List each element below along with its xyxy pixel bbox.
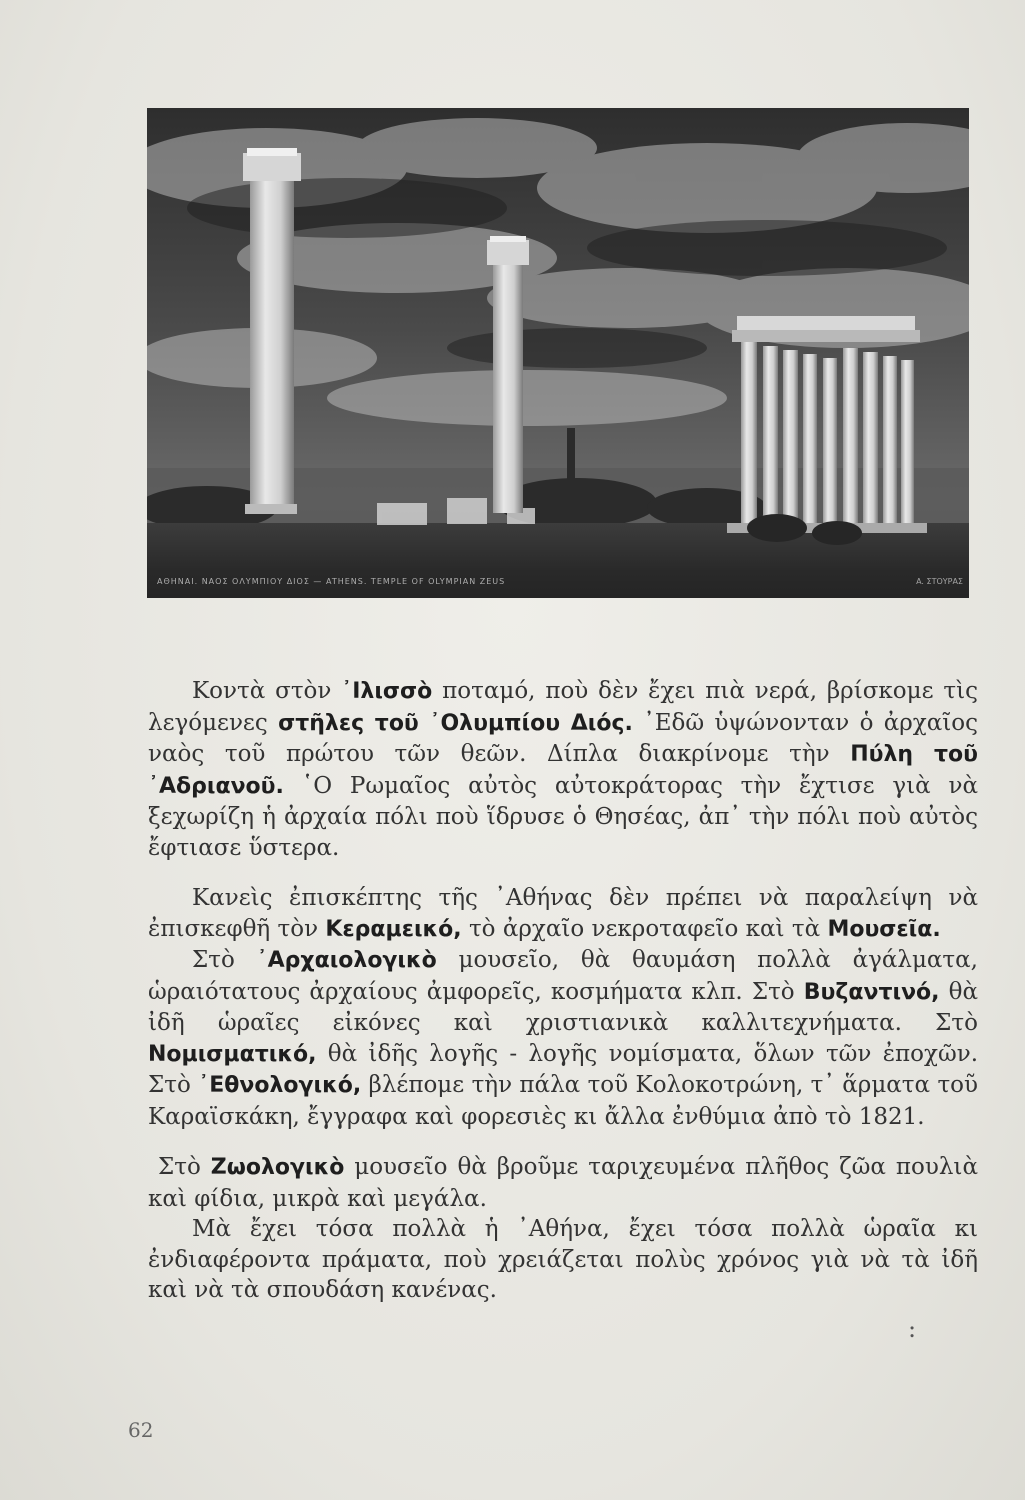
text-run: Στὸ: [192, 947, 257, 973]
photo-publisher-mark: A. ΣΤΟΥΡΑΣ: [916, 577, 963, 586]
text-run: ᾿Εδῶ ὑψώνονταν ὁ ἀρχαῖος ναὸς τοῦ πρώτου τῶν θεῶν. Δίπλα διακρίνομε τὴν: [148, 709, 979, 767]
end-mark: :: [908, 1315, 917, 1343]
bold-term: Μουσεῖα.: [827, 916, 941, 942]
text-run: μουσεῖο θὰ βροῦμε ταριχευμένα πλῆθος ζῶα πουλιὰ καὶ φίδια, μικρὰ καὶ μεγάλα.: [148, 1154, 978, 1212]
text-run: μουσεῖο, θὰ θαυμάση πολλὰ ἀγάλματα, ὡραιότατους ἀρχαίους ἀμφορεῖς, κοσμήματα κλπ. Στὸ: [148, 947, 978, 1005]
bold-term: Ζωολογικὸ: [210, 1155, 345, 1180]
bold-term: ᾿Αρχαιολογικὸ: [256, 948, 437, 973]
text-run: θὰ ἰδῆ ὡραῖες εἰκόνες καὶ χριστιανικὰ καλλιτεχνήματα. Στὸ: [148, 978, 978, 1036]
bold-term: Πύλη τοῦ ᾿Αδριανοῦ.: [148, 742, 979, 799]
photo-illustration: [147, 108, 969, 598]
text-run: τὸ ἀρχαῖο νεκροταφεῖο καὶ τὰ: [461, 915, 828, 942]
bold-term: Βυζαντινό,: [803, 979, 940, 1005]
text-run: Μὰ ἔχει τόσα πολλὰ ἡ ᾿Αθήνα, ἔχει τόσα πολλὰ ὡραῖα κι ἐνδιαφέροντα πράματα, ποὺ χρειάζεται πολὺς χρόνος γιὰ νὰ τὰ ἰδῆ καὶ νὰ τὰ σπουδάση κανένας.: [148, 1216, 978, 1303]
column-left: [243, 148, 301, 514]
bold-term: Κεραμεικό,: [325, 916, 462, 942]
text-run: Κοντὰ στὸν: [192, 678, 342, 704]
body-text: [148, 676, 978, 1306]
paragraph-conclusion: [148, 1214, 978, 1306]
text-run: Στὸ: [158, 1154, 211, 1180]
bold-term: ᾿Ιλισσὸ: [341, 679, 433, 704]
paragraph-zoological: [148, 1152, 978, 1214]
text-run: βλέπομε τὴν πάλα τοῦ Κολοκοτρώνη, τ᾿ ἅρματα τοῦ Καραϊσκάκη, ἔγγραφα καὶ φορεσιὲς κι ἄλλα ἐνθύμια ἀπὸ τὸ 1821.: [148, 1072, 978, 1130]
text-run: θὰ ἰδῆς λογῆς - λογῆς νομίσματα, ὅλων τῶν ἐποχῶν. Στὸ: [148, 1040, 978, 1098]
page-number: 62: [128, 1418, 154, 1442]
paragraph-ilissos: [148, 676, 978, 863]
text-run: ποταμό, ποὺ δὲν ἔχει πιὰ νερά, βρίσκομε τὶς λεγόμενες: [148, 678, 978, 736]
column-middle: [487, 236, 529, 513]
bold-term: Νομισματικό,: [148, 1041, 317, 1067]
text-run: Κανεὶς ἐπισκέπτης τῆς ᾿Αθήνας δὲν πρέπει νὰ παραλείψη νὰ ἐπισκεφθῆ τὸν: [148, 885, 978, 942]
photo-caption: ΑΘΗΝΑΙ. ΝΑΟΣ ΟΛΥΜΠΙΟΥ ΔΙΟΣ — ATHENS. TEMPLE OF OLYMPIAN ZEUS: [157, 577, 506, 586]
bold-term: στῆλες τοῦ ᾿Ολυμπίου Διός.: [278, 710, 633, 736]
photograph-temple-of-olympian-zeus: [147, 108, 969, 598]
paragraph-kerameikos: [148, 883, 978, 945]
bold-term: ᾿Εθνολογικό,: [198, 1073, 362, 1098]
paragraph-museums: [148, 945, 978, 1132]
text-run: ῾Ο Ρωμαῖος αὐτὸς αὐτοκράτορας τὴν ἔχτισε γιὰ νὰ ξεχωρίζη ἡ ἀρχαία πόλι ποὺ ἵδρυσε ὁ Θησέας, ἀπ᾿ τὴν πόλι ποὺ αὐτὸς ἔφτιασε ὕστερα.: [148, 772, 978, 861]
